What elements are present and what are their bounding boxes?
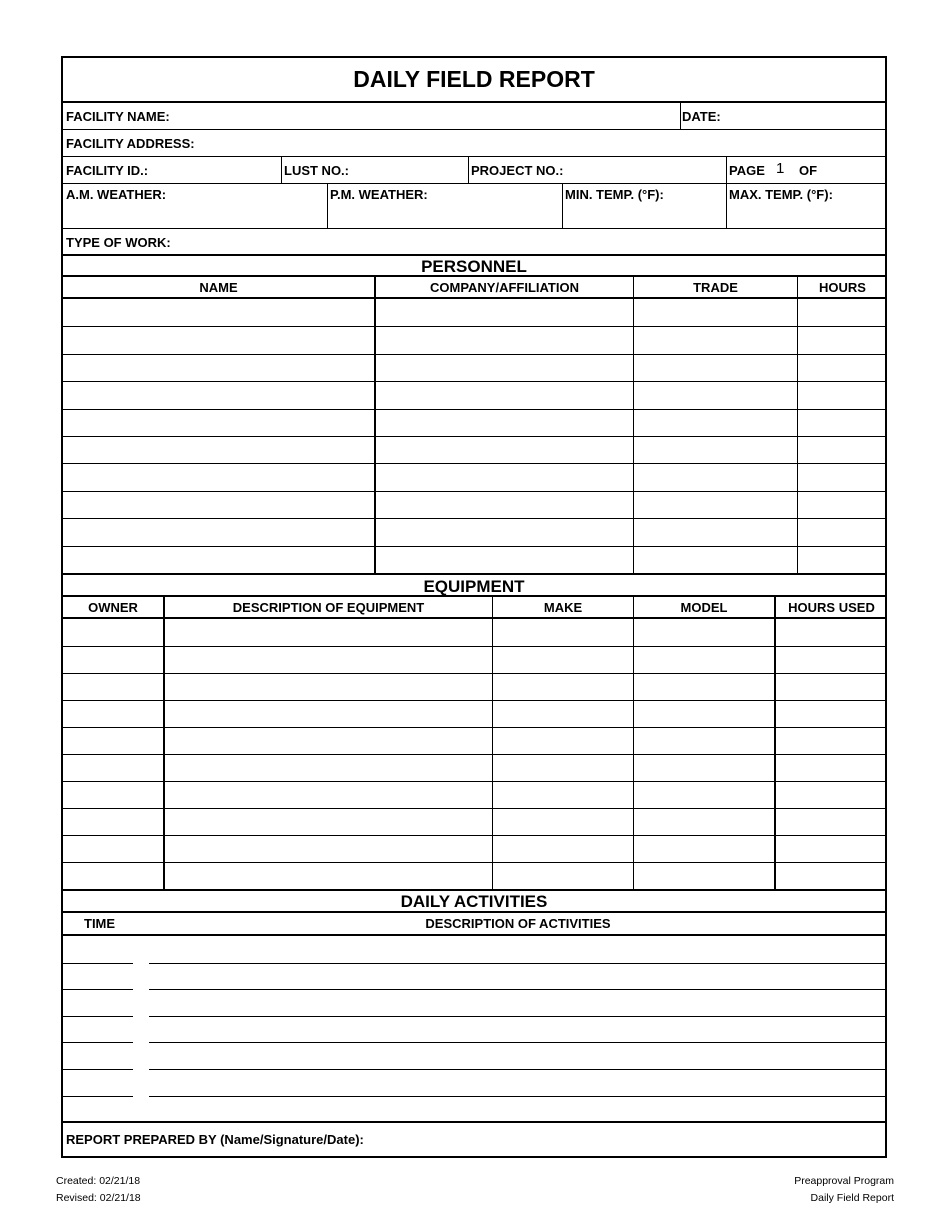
table-cell[interactable] <box>798 436 887 463</box>
table-cell[interactable] <box>165 646 492 673</box>
activity-cell[interactable] <box>63 989 133 1016</box>
footer-form-name: Daily Field Report <box>810 1192 894 1204</box>
date-field[interactable] <box>681 103 887 129</box>
facility-id-label: FACILITY ID.: <box>66 163 149 178</box>
project-no-field[interactable] <box>469 157 726 183</box>
equipment-col-make: MAKE <box>543 600 583 615</box>
activity-cell[interactable] <box>149 936 887 963</box>
facility-address-field[interactable] <box>63 130 887 156</box>
activity-cell[interactable] <box>63 963 133 990</box>
personnel-col-name: NAME <box>199 280 238 295</box>
type-of-work-field[interactable] <box>63 229 887 253</box>
page-label: PAGE <box>729 163 765 178</box>
table-cell[interactable] <box>776 781 887 808</box>
facility-name-label: FACILITY NAME: <box>66 109 170 124</box>
table-cell[interactable] <box>165 862 492 889</box>
activity-cell[interactable] <box>149 1069 887 1096</box>
table-cell[interactable] <box>493 781 633 808</box>
table-cell[interactable] <box>493 835 633 862</box>
table-cell[interactable] <box>798 326 887 353</box>
activities-heading: DAILY ACTIVITIES <box>400 892 548 911</box>
am-weather-label: A.M. WEATHER: <box>66 187 167 202</box>
table-cell[interactable] <box>63 299 374 326</box>
table-cell[interactable] <box>63 700 163 727</box>
table-cell[interactable] <box>376 326 633 353</box>
table-cell[interactable] <box>63 518 374 545</box>
table-cell[interactable] <box>798 463 887 490</box>
table-cell[interactable] <box>776 700 887 727</box>
table-cell[interactable] <box>165 673 492 700</box>
table-cell[interactable] <box>798 491 887 518</box>
table-cell[interactable] <box>776 727 887 754</box>
table-cell[interactable] <box>376 436 633 463</box>
equipment-col-hours-used: HOURS USED <box>788 600 875 615</box>
am-weather-field[interactable] <box>63 184 327 228</box>
footer-revised: Revised: 02/21/18 <box>56 1192 141 1204</box>
table-cell[interactable] <box>634 619 774 646</box>
page-of-label: OF <box>799 163 818 178</box>
activity-cell[interactable] <box>63 1042 133 1069</box>
project-no-label: PROJECT NO.: <box>471 163 564 178</box>
facility-id-field[interactable] <box>63 157 281 183</box>
table-cell[interactable] <box>634 727 774 754</box>
table-cell[interactable] <box>63 835 163 862</box>
table-cell[interactable] <box>63 808 163 835</box>
prepared-by-label: REPORT PREPARED BY (Name/Signature/Date): <box>66 1132 364 1147</box>
table-cell[interactable] <box>165 727 492 754</box>
equipment-col-description: DESCRIPTION OF EQUIPMENT <box>232 600 425 615</box>
table-cell[interactable] <box>63 673 163 700</box>
activity-cell[interactable] <box>149 1096 887 1123</box>
table-cell[interactable] <box>634 409 797 436</box>
table-cell[interactable] <box>63 409 374 436</box>
equipment-col-model: MODEL <box>680 600 728 615</box>
activity-cell[interactable] <box>63 1016 133 1043</box>
table-cell[interactable] <box>634 463 797 490</box>
table-cell[interactable] <box>493 646 633 673</box>
footer-created: Created: 02/21/18 <box>56 1175 141 1187</box>
table-cell[interactable] <box>63 862 163 889</box>
max-temp-label: MAX. TEMP. (°F): <box>729 187 833 202</box>
table-cell[interactable] <box>634 781 774 808</box>
table-cell[interactable] <box>798 518 887 545</box>
table-cell[interactable] <box>63 436 374 463</box>
table-cell[interactable] <box>63 326 374 353</box>
page-field[interactable] <box>727 157 887 183</box>
personnel-col-company: COMPANY/AFFILIATION <box>429 280 579 295</box>
table-cell[interactable] <box>376 381 633 408</box>
table-cell[interactable] <box>776 673 887 700</box>
table-cell[interactable] <box>63 619 163 646</box>
table-cell[interactable] <box>376 354 633 381</box>
activity-cell[interactable] <box>63 936 133 963</box>
table-cell[interactable] <box>376 546 633 573</box>
page-number: 1 <box>776 160 785 177</box>
table-cell[interactable] <box>376 491 633 518</box>
table-cell[interactable] <box>634 436 797 463</box>
table-cell[interactable] <box>776 646 887 673</box>
min-temp-field[interactable] <box>563 184 726 228</box>
prepared-by-field[interactable] <box>63 1123 887 1156</box>
table-cell[interactable] <box>634 835 774 862</box>
equipment-heading: EQUIPMENT <box>423 577 525 596</box>
table-cell[interactable] <box>634 700 774 727</box>
facility-name-field[interactable] <box>63 103 680 129</box>
table-cell[interactable] <box>63 646 163 673</box>
footer-program: Preapproval Program <box>794 1175 894 1187</box>
pm-weather-field[interactable] <box>328 184 562 228</box>
equipment-col-owner: OWNER <box>88 600 138 615</box>
personnel-col-hours: HOURS <box>819 280 866 295</box>
table-cell[interactable] <box>63 781 163 808</box>
table-cell[interactable] <box>493 808 633 835</box>
table-cell[interactable] <box>776 808 887 835</box>
activity-cell[interactable] <box>149 1016 887 1043</box>
table-cell[interactable] <box>634 518 797 545</box>
min-temp-label: MIN. TEMP. (°F): <box>565 187 664 202</box>
table-cell[interactable] <box>165 808 492 835</box>
type-of-work-label: TYPE OF WORK: <box>66 235 171 250</box>
activity-cell[interactable] <box>149 1042 887 1069</box>
table-cell[interactable] <box>776 754 887 781</box>
table-cell[interactable] <box>63 354 374 381</box>
table-cell[interactable] <box>493 619 633 646</box>
table-cell[interactable] <box>776 835 887 862</box>
daily-field-report-form <box>61 56 887 1158</box>
max-temp-field[interactable] <box>727 184 887 228</box>
table-cell[interactable] <box>493 700 633 727</box>
table-cell[interactable] <box>634 673 774 700</box>
table-cell[interactable] <box>634 381 797 408</box>
table-cell[interactable] <box>165 619 492 646</box>
table-cell[interactable] <box>493 673 633 700</box>
activity-cell[interactable] <box>149 963 887 990</box>
table-cell[interactable] <box>634 646 774 673</box>
table-cell[interactable] <box>634 754 774 781</box>
personnel-heading: PERSONNEL <box>421 257 527 276</box>
table-cell[interactable] <box>798 546 887 573</box>
facility-address-label: FACILITY ADDRESS: <box>66 136 195 151</box>
table-cell[interactable] <box>63 381 374 408</box>
table-cell[interactable] <box>376 463 633 490</box>
activity-cell[interactable] <box>149 989 887 1016</box>
table-cell[interactable] <box>634 326 797 353</box>
table-cell[interactable] <box>634 491 797 518</box>
table-cell[interactable] <box>165 835 492 862</box>
table-cell[interactable] <box>493 862 633 889</box>
activities-col-time: TIME <box>84 916 116 931</box>
date-label: DATE: <box>682 109 721 124</box>
table-cell[interactable] <box>165 700 492 727</box>
table-cell[interactable] <box>634 808 774 835</box>
table-cell[interactable] <box>376 409 633 436</box>
table-cell[interactable] <box>798 381 887 408</box>
form-title: DAILY FIELD REPORT <box>353 66 595 92</box>
personnel-col-trade: TRADE <box>693 280 738 295</box>
table-cell[interactable] <box>63 463 374 490</box>
table-cell[interactable] <box>798 354 887 381</box>
table-cell[interactable] <box>776 862 887 889</box>
table-cell[interactable] <box>165 781 492 808</box>
table-cell[interactable] <box>63 754 163 781</box>
table-cell[interactable] <box>165 754 492 781</box>
activity-cell[interactable] <box>63 1069 133 1096</box>
table-cell[interactable] <box>63 546 374 573</box>
lust-no-field[interactable] <box>282 157 468 183</box>
table-cell[interactable] <box>798 299 887 326</box>
table-cell[interactable] <box>776 619 887 646</box>
table-cell[interactable] <box>634 299 797 326</box>
lust-no-label: LUST NO.: <box>284 163 349 178</box>
table-cell[interactable] <box>634 354 797 381</box>
activities-col-description: DESCRIPTION OF ACTIVITIES <box>425 916 611 931</box>
table-cell[interactable] <box>634 862 774 889</box>
table-cell[interactable] <box>376 518 633 545</box>
table-cell[interactable] <box>63 727 163 754</box>
table-cell[interactable] <box>493 754 633 781</box>
table-cell[interactable] <box>376 299 633 326</box>
activity-cell[interactable] <box>63 1096 133 1123</box>
table-cell[interactable] <box>63 491 374 518</box>
table-cell[interactable] <box>798 409 887 436</box>
table-cell[interactable] <box>634 546 797 573</box>
table-cell[interactable] <box>493 727 633 754</box>
pm-weather-label: P.M. WEATHER: <box>330 187 428 202</box>
